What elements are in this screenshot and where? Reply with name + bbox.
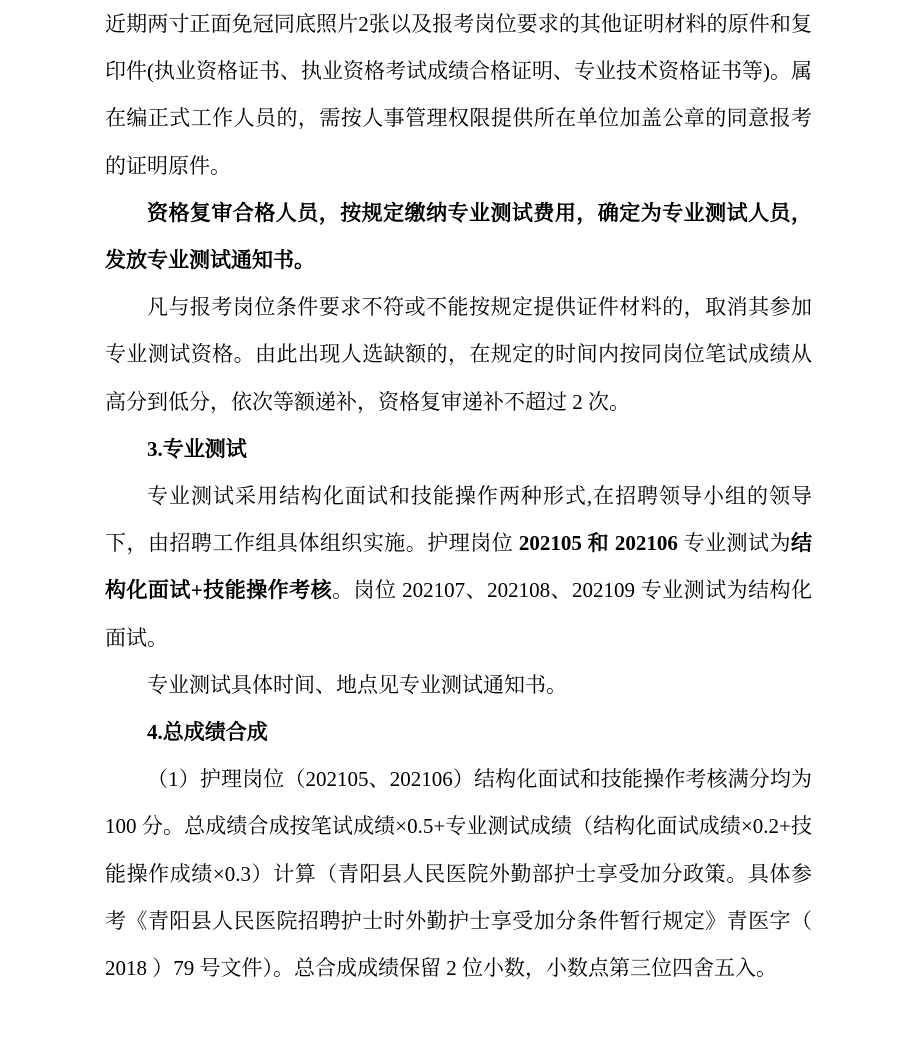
text-run: 专业测试为 <box>677 531 792 556</box>
paragraph <box>105 1 812 190</box>
bold-text-run: 结构化面试+技能操作考核 <box>105 531 813 603</box>
text-run: 专业测试具体时间、地点见专业测试通知书。 <box>147 672 567 697</box>
text-run: 凡与报考岗位条件要求不符或不能按规定提供证件材料的，取消其参加专业测试资格。由此出现人选缺额的，在规定的时间内按同岗位笔试成绩从高分到低分，依次等额递补，资格复审递补不超过 2 次。 <box>105 295 812 414</box>
paragraph <box>105 756 812 992</box>
bold-text-run: 4.总成绩合成 <box>147 720 268 745</box>
bold-text-run: 3.专业测试 <box>147 436 247 461</box>
bold-text-run: 资格复审合格人员，按规定缴纳专业测试费用，确定为专业测试人员，发放专业测试通知书。 <box>105 200 812 273</box>
text-run: 。岗位 202107、202108、202109 专业测试为结构化面试。 <box>105 578 813 650</box>
paragraph <box>105 190 812 284</box>
paragraph <box>105 473 812 662</box>
section-heading <box>105 709 812 756</box>
bold-text-run: 202105 和 202106 <box>518 531 678 556</box>
section-heading <box>105 426 812 473</box>
text-run: 专业测试采用结构化面试和技能操作两种形式,在招聘领导小组的领导下，由招聘工作组具体组织实施。护理岗位 <box>105 484 812 556</box>
document-body <box>105 1 812 992</box>
text-run: （1）护理岗位（202105、202106）结构化面试和技能操作考核满分均为 100 分。总成绩合成按笔试成绩×0.5+专业测试成绩（结构化面试成绩×0.2+技能操作成绩×0.3）计算（青阳县人民医院外勤部护士享受加分政策。具体参考《青阳县人民医院招聘护士时外勤护士享受加分条件暂行规定》青医字（ 2018 ）79 号文件）。总合成成绩保留 2 位小数，小数点第三位四舍五入。 <box>105 767 812 981</box>
paragraph <box>105 284 812 426</box>
paragraph <box>105 662 812 709</box>
text-run: 近期两寸正面免冠同底照片2张以及报考岗位要求的其他证明材料的原件和复印件(执业资格证书、执业资格考试成绩合格证明、专业技术资格证书等)。属在编正式工作人员的，需按人事管理权限提供所在单位加盖公章的同意报考的证明原件。 <box>105 12 812 178</box>
